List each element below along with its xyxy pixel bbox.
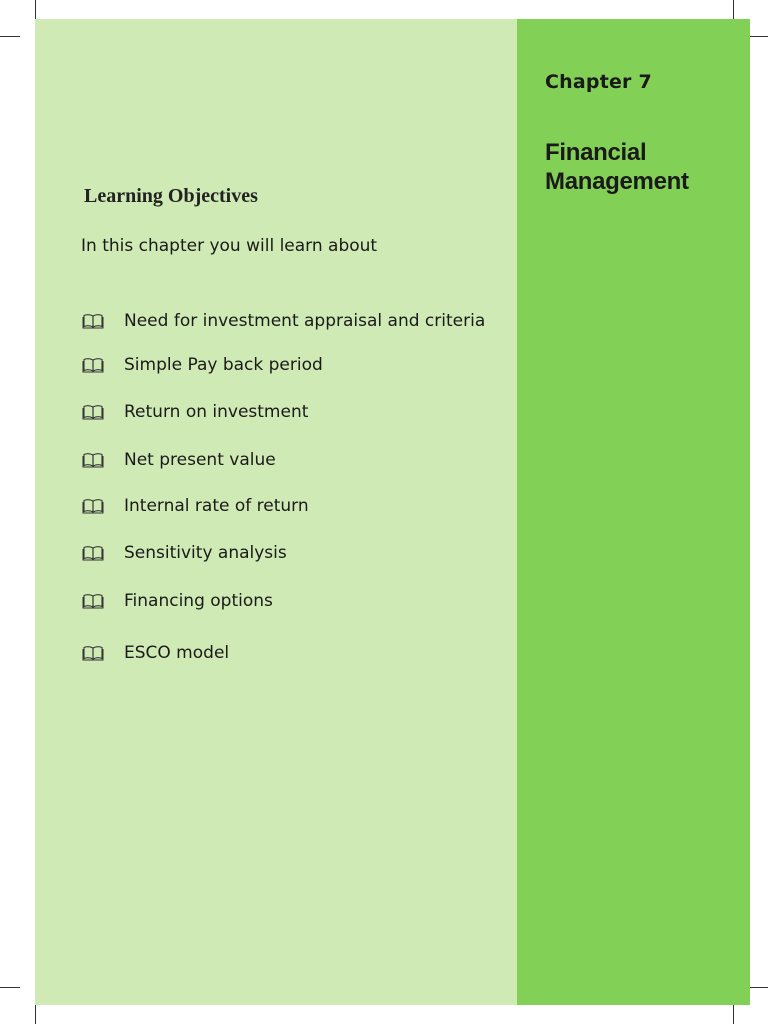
- intro-text: In this chapter you will learn about: [81, 236, 378, 256]
- chapter-number: Chapter 7: [545, 71, 652, 93]
- objective-item: [82, 311, 485, 331]
- objective-text: Sensitivity analysis: [124, 543, 287, 563]
- objective-text: Need for investment appraisal and criteria: [124, 311, 486, 331]
- crop-mark: [0, 987, 20, 988]
- open-book-icon: [82, 357, 104, 373]
- objective-item: [82, 591, 273, 611]
- objective-text: Internal rate of return: [124, 496, 309, 516]
- crop-mark: [35, 1004, 36, 1024]
- chapter-title: [545, 138, 745, 196]
- objective-text: Net present value: [124, 450, 276, 470]
- chapter-sidebar: [517, 19, 750, 1005]
- open-book-icon: [82, 498, 104, 514]
- learning-objectives-heading: Learning Objectives: [84, 185, 258, 207]
- chapter-title-line: Financial: [545, 139, 647, 166]
- crop-mark: [0, 36, 20, 37]
- open-book-icon: [82, 545, 104, 561]
- objective-item: [82, 643, 229, 663]
- objective-item: [82, 402, 308, 422]
- objective-item: [82, 496, 309, 516]
- objective-item: [82, 543, 287, 563]
- crop-mark: [748, 36, 768, 37]
- objective-text: Simple Pay back period: [124, 355, 323, 375]
- chapter-title-line: Management: [545, 168, 689, 195]
- open-book-icon: [82, 593, 104, 609]
- crop-mark: [733, 0, 734, 20]
- crop-mark: [35, 0, 36, 20]
- crop-mark: [748, 987, 768, 988]
- open-book-icon: [82, 404, 104, 420]
- objective-text: ESCO model: [124, 643, 230, 663]
- objective-item: [82, 355, 323, 375]
- objective-item: [82, 450, 276, 470]
- open-book-icon: [82, 452, 104, 468]
- open-book-icon: [82, 645, 104, 661]
- crop-mark: [733, 1004, 734, 1024]
- objective-text: Financing options: [124, 591, 273, 611]
- open-book-icon: [82, 313, 104, 329]
- objective-text: Return on investment: [124, 402, 309, 422]
